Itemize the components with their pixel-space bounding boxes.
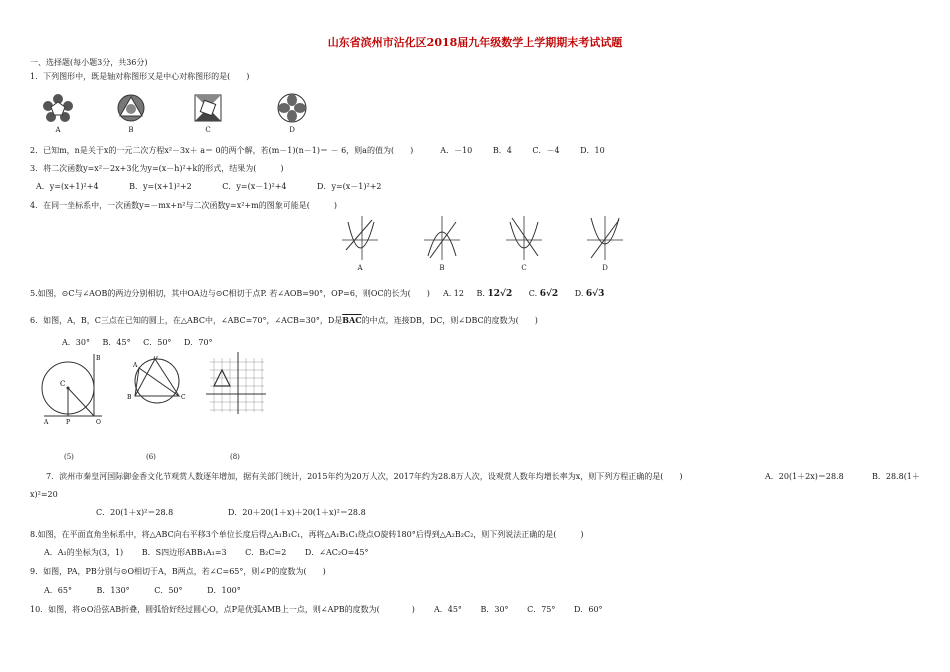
question-1: 1．下列图形中，既是轴对称图形又是中心对称图形的是( ): [30, 72, 250, 81]
q5-option-a: A. 12: [442, 289, 464, 298]
svg-text:A: A: [133, 362, 138, 369]
question-7: 7．滨州市秦皇河国际御金香文化节观赏人数逐年增加，据有关部门统计，2015年约为20万人次，2017年约为28.8万人次，设观赏人数年均增长率为x，则下列方程正确的是( ): [46, 472, 683, 481]
q9-option-b: B．130°: [96, 586, 130, 595]
q10-option-d: D．60°: [573, 605, 603, 614]
question-6-stem: 6．如图，A，B，C三点在已知的圆上，在△ABC中，∠ABC=70°，∠ACB=30°，D是: [30, 316, 343, 325]
q6-options: [62, 338, 231, 348]
figure-5-tangent-circle: [40, 352, 104, 428]
q6-option-b: B．45°: [102, 338, 131, 347]
question-5: [30, 289, 604, 299]
q3-options: [36, 182, 400, 192]
q5-option-b-value: 12√2: [487, 289, 513, 299]
q8-option-d: D．∠AC₂O=45°: [304, 548, 369, 557]
q10-option-c: C．75°: [527, 605, 556, 614]
svg-text:C: C: [60, 380, 66, 388]
q2-option-a: A．－10: [440, 146, 473, 155]
q5-option-d: D.: [574, 289, 584, 298]
q5-option-d-value: 6√3: [585, 289, 605, 299]
q1-label-b: B: [128, 126, 134, 134]
q1-figure-b-circle-triangle: [116, 92, 146, 124]
q1-label-d: D: [289, 126, 295, 134]
question-10: [30, 605, 621, 615]
svg-text:P: P: [66, 419, 71, 426]
q4-label-d: D: [602, 264, 608, 272]
q9-option-a: A．65°: [44, 586, 72, 595]
q1-label-a: A: [55, 126, 61, 134]
svg-text:A: A: [44, 419, 49, 426]
q4-graph-b: [422, 214, 462, 262]
q6-option-c: C．50°: [143, 338, 172, 347]
question-3: 3．将二次函数y=x²－2x+3化为y=(x－h)²+k的形式，结果为( ): [30, 164, 284, 173]
question-2-stem: 2．已知m，n是关于x的一元二次方程x²－3x＋ a＝ 0的两个解，若(m－1)(n－1)＝ － 6，则a的值为( ): [30, 146, 414, 155]
q9-option-d: D．100°: [207, 586, 241, 595]
q6-option-a: A．30°: [62, 338, 90, 347]
figure-8-coordinate-grid: [204, 352, 268, 416]
q5-option-c-value: 6√2: [539, 289, 559, 299]
svg-text:B: B: [127, 394, 132, 401]
q6-arc-label: $\overline{BAC}$: [342, 315, 362, 325]
question-8: 8.如图，在平面直角坐标系中，将△ABC向右平移3个单位长度后得△A₁B₁C₁，再将△A₁B₁C₁绕点O旋转180°后得到△A₂B₂C₂，则下列说法正确的是( ): [30, 530, 584, 539]
q4-graph-d: [585, 214, 625, 262]
q4-graph-a: [340, 214, 380, 262]
question-9: 9．如图，PA，PB分别与⊙O相切于A，B两点，若∠C=65°，则∠P的度数为( ): [30, 567, 326, 576]
page-title: 山东省滨州市沾化区2018届九年级数学上学期期末考试试题: [327, 36, 623, 49]
q2-option-d: D．10: [580, 146, 605, 155]
q3-option-d: D．y=(x－1)²+2: [317, 182, 382, 191]
q3-option-b: B．y=(x+1)²+2: [129, 182, 192, 191]
figure-8-caption: (8): [230, 453, 240, 461]
q1-figure-c-square: [193, 92, 223, 124]
q3-option-c: C．y=(x－1)²+4: [222, 182, 287, 191]
svg-text:O: O: [96, 419, 101, 426]
figure-6-caption: (6): [146, 453, 156, 461]
q2-option-b: B．4: [492, 146, 512, 155]
svg-text:D: D: [153, 356, 158, 361]
q9-options: [44, 586, 259, 596]
q4-label-a: A: [357, 264, 363, 272]
q2-option-c: C．－4: [532, 146, 560, 155]
svg-text:C: C: [181, 394, 186, 401]
question-4: 4．在同一坐标系中，一次函数y=－mx+n²与二次函数y=x²+m的图象可能是( ): [30, 201, 337, 210]
section-heading: 一、选择题(每小题3分，共36分): [30, 58, 148, 67]
q8-option-a: A．A₁的坐标为(3，1): [44, 548, 124, 557]
q5-option-b: B.: [476, 289, 485, 298]
question-6: [30, 315, 538, 326]
q1-figure-d-flower: [276, 92, 308, 124]
q6-option-d: D．70°: [183, 338, 213, 347]
q4-graph-c: [504, 214, 544, 262]
svg-text:B: B: [96, 355, 101, 362]
q10-option-b: B．30°: [480, 605, 509, 614]
question-10-stem: 10．如图，将⊙O沿弦AB折叠，圆弧恰好经过圆心O，点P是优弧AMB上一点，则∠APB的度数为( ): [30, 605, 415, 614]
q1-label-c: C: [205, 126, 211, 134]
q7-option-a: A．20(1＋2x)＝28.8: [765, 472, 844, 481]
q3-option-a: A．y=(x+1)²+4: [36, 182, 99, 191]
q7-option-b-continued: x)²=20: [30, 490, 58, 499]
question-6-stem-end: 的中点，连接DB，DC，则∠DBC的度数为( ): [361, 316, 538, 325]
q10-option-a: A．45°: [433, 605, 462, 614]
q5-option-c: C.: [528, 289, 538, 298]
q7-option-b: B．28.8(1＋: [872, 472, 920, 481]
q7-option-d: D．20＋20(1＋x)＋20(1＋x)²＝28.8: [228, 508, 366, 517]
q4-label-b: B: [439, 264, 445, 272]
q1-figure-a-pentagon: [40, 92, 76, 124]
q8-option-b: B．S四边形ABB₁A₁=3: [141, 548, 227, 557]
q8-options: [44, 548, 387, 558]
q4-label-c: C: [521, 264, 527, 272]
figure-6-inscribed-triangle: [125, 356, 189, 406]
q7-option-c: C．20(1＋x)²＝28.8: [96, 508, 174, 517]
question-5-stem: 5.如图，⊙C与∠AOB的两边分别相切，其中OA边与⊙C相切于点P. 若∠AOB=90°，OP=6，则OC的长为( ): [30, 289, 430, 298]
question-2: [30, 146, 623, 156]
figure-5-caption: (5): [64, 453, 74, 461]
q9-option-c: C．50°: [154, 586, 183, 595]
q8-option-c: C．B₂C=2: [245, 548, 287, 557]
